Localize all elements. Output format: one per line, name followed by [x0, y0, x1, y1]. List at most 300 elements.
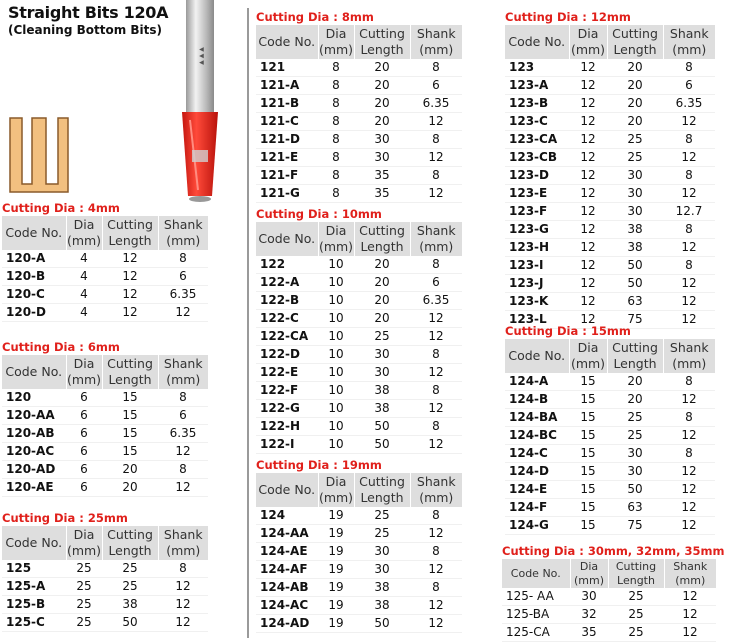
cell-cutting: 25 — [607, 409, 663, 427]
cell-dia: 15 — [569, 427, 607, 445]
table-row — [2, 425, 208, 443]
cell-dia: 4 — [66, 268, 102, 286]
table-row — [505, 185, 715, 203]
column-header-label: Code No. — [258, 231, 316, 246]
cell-code: 124-E — [505, 481, 569, 499]
table-row — [256, 400, 462, 418]
cell-code: 123-G — [505, 221, 569, 239]
cell-cutting: 30 — [607, 445, 663, 463]
cell-dia: 12 — [569, 131, 607, 149]
section-2 — [2, 339, 208, 497]
cell-code: 120-AB — [2, 425, 66, 443]
section-7 — [505, 9, 715, 329]
cell-cutting: 20 — [354, 113, 410, 131]
cell-shank: 8 — [663, 59, 715, 77]
table-row — [2, 389, 208, 407]
column-header-label: Cutting Length — [359, 223, 405, 254]
cell-code: 123-C — [505, 113, 569, 131]
table-row — [505, 131, 715, 149]
column-header-dia — [66, 355, 102, 389]
section-4 — [256, 9, 462, 203]
cell-shank: 12 — [663, 499, 715, 517]
cell-shank: 12 — [664, 624, 716, 642]
table-row — [256, 382, 462, 400]
spec-table — [2, 526, 208, 632]
cell-shank: 12 — [410, 113, 462, 131]
cell-shank: 6.35 — [158, 286, 208, 304]
cell-cutting: 20 — [354, 292, 410, 310]
cell-code: 125-A — [2, 578, 66, 596]
cell-code: 124-A — [505, 373, 569, 391]
table-row — [256, 256, 462, 274]
cell-code: 123-H — [505, 239, 569, 257]
cell-cutting: 25 — [607, 149, 663, 167]
cell-shank: 6 — [158, 407, 208, 425]
column-header-label: Dia (mm) — [66, 527, 102, 558]
column-header-label: Dia (mm) — [318, 474, 354, 505]
cell-code: 120-AC — [2, 443, 66, 461]
column-header-cutting — [608, 559, 664, 588]
cell-shank: 8 — [410, 59, 462, 77]
cell-cutting: 75 — [607, 311, 663, 329]
cell-code: 125-C — [2, 614, 66, 632]
column-header-dia — [318, 473, 354, 507]
cell-code: 123 — [505, 59, 569, 77]
cell-dia: 12 — [569, 221, 607, 239]
table-row — [2, 407, 208, 425]
table-row — [2, 443, 208, 461]
svg-text:▲ ▲ ▲: ▲ ▲ ▲ — [198, 47, 205, 65]
cell-shank: 12 — [410, 400, 462, 418]
cell-code: 124-BC — [505, 427, 569, 445]
cell-dia: 12 — [569, 239, 607, 257]
cell-shank: 12 — [410, 597, 462, 615]
column-header-code — [2, 526, 66, 560]
cell-code: 124-AF — [256, 561, 318, 579]
table-row — [256, 77, 462, 95]
cell-cutting: 50 — [607, 481, 663, 499]
cell-cutting: 12 — [102, 268, 158, 286]
cell-code: 122-E — [256, 364, 318, 382]
cell-cutting: 35 — [354, 167, 410, 185]
column-header-label: Dia (mm) — [318, 26, 354, 57]
spec-table — [2, 216, 208, 322]
cell-code: 122-D — [256, 346, 318, 364]
column-header-label: Code No. — [5, 225, 63, 240]
cell-dia: 12 — [569, 275, 607, 293]
section-6 — [256, 457, 462, 633]
cell-cutting: 30 — [354, 364, 410, 382]
cell-cutting: 30 — [354, 131, 410, 149]
cell-code: 124-G — [505, 517, 569, 535]
table-row — [256, 418, 462, 436]
table-row — [256, 579, 462, 597]
cell-code: 123-E — [505, 185, 569, 203]
cell-shank: 12 — [158, 479, 208, 497]
cell-shank: 12 — [410, 310, 462, 328]
column-header-label: Cutting Length — [107, 356, 153, 387]
cell-cutting: 30 — [607, 203, 663, 221]
cell-shank: 12 — [663, 185, 715, 203]
table-row — [256, 149, 462, 167]
table-row — [505, 113, 715, 131]
cell-code: 121 — [256, 59, 318, 77]
cell-cutting: 30 — [607, 185, 663, 203]
column-header-code — [256, 25, 318, 59]
column-header-label: Dia (mm) — [66, 356, 102, 387]
cell-dia: 12 — [569, 311, 607, 329]
section-title: Cutting Dia : 4mm — [2, 201, 120, 215]
cell-cutting: 25 — [607, 131, 663, 149]
column-header-label: Code No. — [5, 535, 63, 550]
cell-dia: 15 — [569, 517, 607, 535]
cell-code: 124-AA — [256, 525, 318, 543]
cell-shank: 12 — [663, 463, 715, 481]
section-1 — [2, 200, 208, 322]
cell-shank: 12 — [410, 615, 462, 633]
section-title: Cutting Dia : 8mm — [256, 10, 374, 24]
cell-dia: 8 — [318, 131, 354, 149]
cell-cutting: 25 — [354, 525, 410, 543]
cell-code: 125-CA — [502, 624, 570, 642]
cell-cutting: 30 — [354, 346, 410, 364]
cell-dia: 12 — [569, 203, 607, 221]
section-title: Cutting Dia : 30mm, 32mm, 35mm — [502, 544, 725, 558]
section-title: Cutting Dia : 19mm — [256, 458, 382, 472]
cell-shank: 6.35 — [663, 95, 715, 113]
cell-cutting: 30 — [354, 149, 410, 167]
cell-code: 121-B — [256, 95, 318, 113]
table-row — [505, 59, 715, 77]
cell-code: 120 — [2, 389, 66, 407]
cell-cutting: 25 — [354, 328, 410, 346]
cell-cutting: 20 — [607, 373, 663, 391]
section-9 — [502, 543, 725, 642]
cell-dia: 8 — [318, 113, 354, 131]
cell-dia: 4 — [66, 304, 102, 322]
column-header-shank — [410, 473, 462, 507]
cell-shank: 12 — [158, 578, 208, 596]
table-row — [2, 304, 208, 322]
cell-dia: 6 — [66, 407, 102, 425]
cell-cutting: 15 — [102, 443, 158, 461]
cell-cutting: 20 — [354, 310, 410, 328]
table-row — [505, 463, 715, 481]
cell-cutting: 50 — [102, 614, 158, 632]
cell-code: 122 — [256, 256, 318, 274]
cell-dia: 32 — [570, 606, 608, 624]
table-row — [256, 346, 462, 364]
cell-dia: 8 — [318, 149, 354, 167]
cell-cutting: 12 — [102, 304, 158, 322]
cell-code: 124-C — [505, 445, 569, 463]
cell-code: 124-D — [505, 463, 569, 481]
cell-shank: 12 — [410, 561, 462, 579]
column-header-label: Code No. — [258, 482, 316, 497]
cell-shank: 8 — [410, 507, 462, 525]
table-row — [505, 257, 715, 275]
cell-cutting: 50 — [354, 436, 410, 454]
cell-code: 120-C — [2, 286, 66, 304]
cell-code: 120-A — [2, 250, 66, 268]
cell-shank: 6.35 — [410, 292, 462, 310]
cell-shank: 8 — [410, 418, 462, 436]
cell-cutting: 15 — [102, 425, 158, 443]
cell-cutting: 75 — [607, 517, 663, 535]
column-header-dia — [569, 339, 607, 373]
cell-cutting: 38 — [354, 400, 410, 418]
cell-code: 124-AB — [256, 579, 318, 597]
column-header-label: Shank (mm) — [669, 26, 709, 57]
column-header-label: Code No. — [508, 34, 566, 49]
cell-dia: 19 — [318, 507, 354, 525]
table-row — [256, 131, 462, 149]
column-header-dia — [318, 25, 354, 59]
cell-code: 122-I — [256, 436, 318, 454]
cell-cutting: 38 — [607, 239, 663, 257]
section-5 — [256, 206, 462, 454]
column-header-shank — [663, 339, 715, 373]
cell-code: 123-D — [505, 167, 569, 185]
cell-shank: 12 — [158, 596, 208, 614]
column-header-cutting — [102, 355, 158, 389]
table-row — [2, 614, 208, 632]
table-row — [256, 525, 462, 543]
column-header-shank — [158, 216, 208, 250]
cell-cutting: 25 — [354, 507, 410, 525]
cell-cutting: 12 — [102, 286, 158, 304]
cell-shank: 6.35 — [410, 95, 462, 113]
cell-code: 124-F — [505, 499, 569, 517]
cell-cutting: 50 — [607, 257, 663, 275]
cell-shank: 12 — [663, 113, 715, 131]
cell-cutting: 20 — [354, 77, 410, 95]
cell-shank: 12 — [663, 293, 715, 311]
cell-dia: 19 — [318, 579, 354, 597]
cell-code: 120-AA — [2, 407, 66, 425]
cell-shank: 8 — [663, 257, 715, 275]
column-header-label: Cutting Length — [359, 26, 405, 57]
table-row — [505, 373, 715, 391]
table-row — [505, 427, 715, 445]
column-header-label: Dia (mm) — [66, 217, 102, 248]
cell-dia: 15 — [569, 373, 607, 391]
cell-dia: 4 — [66, 250, 102, 268]
column-header-cutting — [102, 216, 158, 250]
cell-cutting: 38 — [354, 579, 410, 597]
cell-code: 120-AE — [2, 479, 66, 497]
cell-shank: 8 — [663, 221, 715, 239]
cell-code: 124-B — [505, 391, 569, 409]
cell-code: 121-C — [256, 113, 318, 131]
cell-cutting: 50 — [607, 275, 663, 293]
table-row — [502, 606, 716, 624]
cell-shank: 12 — [410, 328, 462, 346]
cell-code: 122-G — [256, 400, 318, 418]
table-row — [256, 185, 462, 203]
cell-dia: 15 — [569, 409, 607, 427]
cell-dia: 10 — [318, 256, 354, 274]
cell-shank: 12 — [410, 436, 462, 454]
column-header-code — [502, 559, 570, 588]
table-row — [505, 517, 715, 535]
spec-table — [502, 559, 716, 642]
cell-shank: 12 — [663, 149, 715, 167]
column-header-dia — [66, 216, 102, 250]
table-row — [505, 149, 715, 167]
cell-dia: 6 — [66, 479, 102, 497]
cell-shank: 6.35 — [158, 425, 208, 443]
table-row — [2, 461, 208, 479]
table-row — [505, 221, 715, 239]
cell-code: 122-C — [256, 310, 318, 328]
table-row — [256, 113, 462, 131]
section-title: Cutting Dia : 15mm — [505, 324, 631, 338]
section-title: Cutting Dia : 25mm — [2, 511, 128, 525]
cell-shank: 8 — [158, 389, 208, 407]
cell-shank: 8 — [410, 382, 462, 400]
cell-cutting: 35 — [354, 185, 410, 203]
column-header-label: Shank (mm) — [673, 559, 708, 587]
cell-code: 123-F — [505, 203, 569, 221]
table-row — [2, 286, 208, 304]
spec-table — [256, 473, 462, 633]
table-row — [256, 59, 462, 77]
section-title: Cutting Dia : 12mm — [505, 10, 631, 24]
column-header-label: Code No. — [510, 566, 561, 580]
cell-cutting: 20 — [607, 95, 663, 113]
column-header-code — [505, 339, 569, 373]
cell-shank: 8 — [663, 445, 715, 463]
cell-dia: 19 — [318, 543, 354, 561]
cell-code: 125 — [2, 560, 66, 578]
cell-dia: 15 — [569, 445, 607, 463]
cell-dia: 30 — [570, 588, 608, 606]
column-header-shank — [663, 25, 715, 59]
cell-dia: 6 — [66, 443, 102, 461]
cell-code: 125-B — [2, 596, 66, 614]
cell-cutting: 25 — [608, 588, 664, 606]
column-header-cutting — [607, 25, 663, 59]
cell-code: 123-CA — [505, 131, 569, 149]
cell-shank: 12 — [664, 606, 716, 624]
column-header-label: Shank (mm) — [416, 474, 456, 505]
cell-cutting: 20 — [102, 461, 158, 479]
cell-cutting: 25 — [102, 560, 158, 578]
page-title: Straight Bits 120A — [8, 3, 169, 22]
cell-cutting: 25 — [608, 606, 664, 624]
cell-cutting: 20 — [354, 95, 410, 113]
cell-code: 125- AA — [502, 588, 570, 606]
cell-cutting: 15 — [102, 389, 158, 407]
cell-code: 120-AD — [2, 461, 66, 479]
cell-dia: 8 — [318, 95, 354, 113]
cell-dia: 10 — [318, 400, 354, 418]
cell-code: 121-D — [256, 131, 318, 149]
cell-dia: 6 — [66, 461, 102, 479]
cell-dia: 8 — [318, 77, 354, 95]
table-row — [502, 624, 716, 642]
column-header-label: Dia (mm) — [570, 340, 606, 371]
table-row — [505, 445, 715, 463]
column-header-code — [505, 25, 569, 59]
cell-shank: 8 — [158, 461, 208, 479]
cell-dia: 8 — [318, 59, 354, 77]
cell-cutting: 30 — [354, 561, 410, 579]
cell-dia: 10 — [318, 418, 354, 436]
column-header-label: Cutting Length — [612, 26, 658, 57]
cell-code: 122-CA — [256, 328, 318, 346]
cell-cutting: 25 — [608, 624, 664, 642]
table-row — [505, 95, 715, 113]
cell-dia: 12 — [569, 149, 607, 167]
column-header-shank — [158, 355, 208, 389]
cell-code: 125-BA — [502, 606, 570, 624]
cell-cutting: 20 — [354, 274, 410, 292]
table-row — [256, 292, 462, 310]
cell-cutting: 20 — [607, 113, 663, 131]
column-header-label: Dia (mm) — [570, 26, 606, 57]
column-header-label: Shank (mm) — [669, 340, 709, 371]
table-row — [256, 597, 462, 615]
table-row — [2, 268, 208, 286]
column-header-label: Shank (mm) — [163, 527, 203, 558]
cell-dia: 12 — [569, 59, 607, 77]
table-row — [505, 293, 715, 311]
column-header-dia — [66, 526, 102, 560]
cell-dia: 10 — [318, 436, 354, 454]
column-header-shank — [410, 25, 462, 59]
cell-shank: 12 — [158, 443, 208, 461]
table-row — [256, 167, 462, 185]
cell-dia: 4 — [66, 286, 102, 304]
cell-shank: 12 — [410, 364, 462, 382]
column-header-label: Code No. — [5, 364, 63, 379]
cell-cutting: 63 — [607, 293, 663, 311]
table-row — [2, 578, 208, 596]
cell-cutting: 38 — [102, 596, 158, 614]
column-header-label: Cutting Length — [615, 559, 657, 587]
column-header-dia — [318, 222, 354, 256]
cell-dia: 10 — [318, 292, 354, 310]
spec-table — [505, 25, 715, 329]
cell-cutting: 25 — [607, 427, 663, 445]
cell-shank: 8 — [410, 131, 462, 149]
cell-code: 123-B — [505, 95, 569, 113]
page-subtitle: (Cleaning Bottom Bits) — [8, 23, 163, 37]
cell-shank: 12 — [663, 481, 715, 499]
cell-shank: 12 — [664, 588, 716, 606]
cell-shank: 6 — [663, 77, 715, 95]
cell-shank: 8 — [158, 250, 208, 268]
cell-code: 121-F — [256, 167, 318, 185]
table-row — [256, 310, 462, 328]
cell-shank: 6 — [410, 77, 462, 95]
column-header-cutting — [354, 222, 410, 256]
column-header-cutting — [354, 25, 410, 59]
table-row — [256, 328, 462, 346]
table-row — [256, 507, 462, 525]
cell-shank: 12 — [158, 614, 208, 632]
cell-cutting: 12 — [102, 250, 158, 268]
cell-cutting: 30 — [354, 543, 410, 561]
cell-shank: 12.7 — [663, 203, 715, 221]
table-row — [505, 77, 715, 95]
cell-shank: 8 — [663, 373, 715, 391]
table-row — [256, 274, 462, 292]
cell-dia: 10 — [318, 310, 354, 328]
cell-code: 121-G — [256, 185, 318, 203]
